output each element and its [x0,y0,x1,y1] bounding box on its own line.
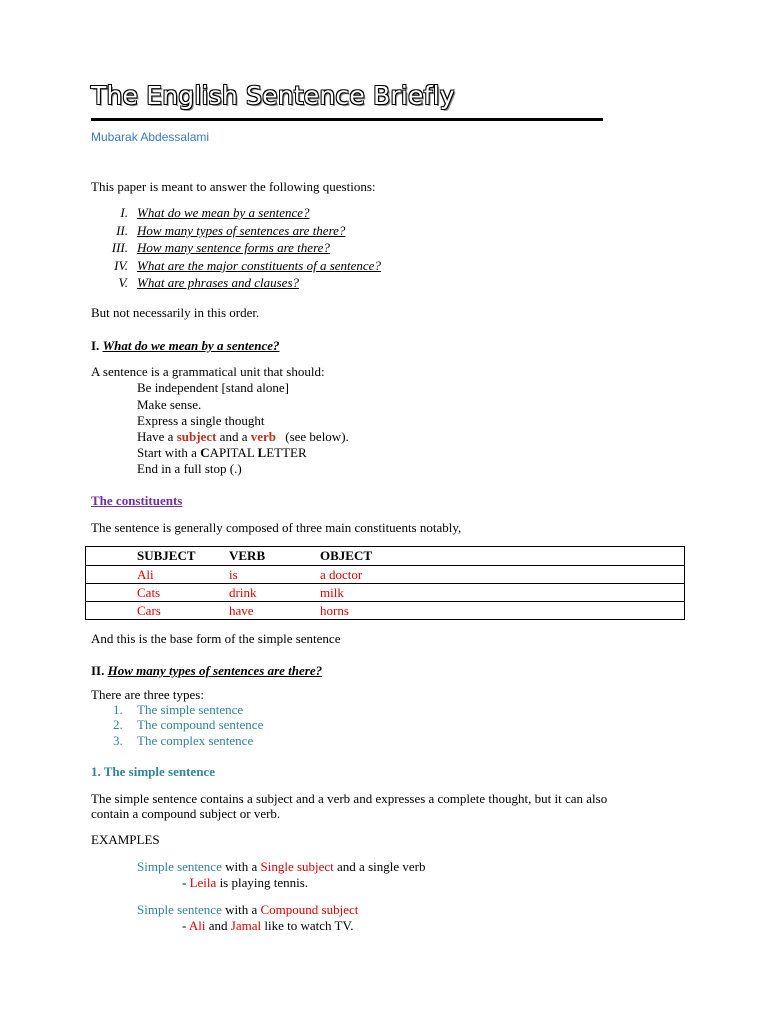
table-row [86,566,685,584]
list-number: IV. [114,258,128,273]
section-title: What do we mean by a sentence? [102,338,280,353]
criterion-thought: Express a single thought [137,413,265,428]
text: and a single verb [337,859,426,874]
order-note: But not necessarily in this order. [91,305,260,320]
table-cell: have [229,602,320,620]
examples-label: EXAMPLES [91,832,160,847]
table-row [86,584,685,602]
criterion-capital [137,445,307,461]
section-number: I. [91,338,100,353]
table-header: OBJECT [320,547,685,566]
question-text: What are the major constituents of a sentence? [137,258,381,273]
text: with a [225,859,258,874]
document-title: The English Sentence Briefly [91,81,455,110]
text: with a [225,902,258,917]
example-1-sentence [182,875,308,891]
intro-text: This paper is meant to answer the following questions: [91,179,376,194]
table-cell [86,602,138,620]
list-item [113,733,254,749]
simple-desc-line-2: contain a compound subject or verb. [91,806,281,821]
text: like to watch TV. [264,918,354,933]
table-cell [86,547,138,566]
constituents-desc: The sentence is generally composed of three main constituents notably, [91,520,462,535]
list-number: 3. [113,733,123,748]
list-number: II. [116,223,128,238]
table-cell: Ali [137,566,229,584]
example-2-sentence [182,918,353,934]
list-number: I. [120,205,128,220]
simple-desc-line-1: The simple sentence contains a subject and a verb and expresses a complete thought, but it can also [91,791,608,806]
constituents-heading: The constituents [91,493,183,508]
text: - [182,875,187,890]
table-cell: milk [320,584,685,602]
text: ETTER [266,445,307,460]
text: C [200,445,210,460]
table-cell: Cats [137,584,229,602]
section-title: How many types of sentences are there? [107,663,323,678]
text: Single subject [260,859,334,874]
table-header-row [86,547,685,566]
list-item [113,702,244,718]
table-cell [86,584,138,602]
types-intro: There are three types: [91,687,204,702]
list-number: 2. [113,717,123,732]
text: Leila [189,875,217,890]
text: and a [219,429,248,444]
table-cell: Cars [137,602,229,620]
text: Ali [188,918,206,933]
list-number: V. [118,275,128,290]
author-name: Mubarak Abdessalami [91,130,210,144]
simple-sentence-heading: 1. The simple sentence [91,764,215,779]
criterion-independent: Be independent [stand alone] [137,380,289,395]
list-number: 1. [113,702,123,717]
subject-term: subject [176,429,217,444]
criterion-full-stop: End in a full stop (.) [137,461,242,476]
question-text: How many sentence forms are there? [137,240,330,255]
table-cell: horns [320,602,685,620]
criterion-sense: Make sense. [137,397,202,412]
question-text: What are phrases and clauses? [137,275,300,290]
sentence-definition: A sentence is a grammatical unit that should: [91,364,325,379]
type-text: The compound sentence [137,717,264,732]
table-row [86,602,685,620]
text: Jamal [230,918,262,933]
example-1-title [137,859,425,875]
section-2-heading [91,663,322,679]
type-text: The complex sentence [137,733,254,748]
text: Compound subject [260,902,359,917]
base-form-note: And this is the base form of the simple sentence [91,631,341,646]
table-cell: drink [229,584,320,602]
text: L [257,445,267,460]
criterion-subject-verb [137,429,349,445]
text: Simple sentence [137,902,222,917]
table-cell [86,566,138,584]
text: Have a [137,429,174,444]
table-cell: a doctor [320,566,685,584]
list-number: III. [111,240,128,255]
text: is playing tennis. [219,875,309,890]
section-number: II. [91,663,105,678]
table-cell: is [229,566,320,584]
question-text: What do we mean by a sentence? [137,205,310,220]
verb-term: verb [250,429,276,444]
table-header: SUBJECT [137,547,229,566]
question-text: How many types of sentences are there? [137,223,346,238]
title-underline [91,118,603,121]
text: Simple sentence [137,859,222,874]
example-2-title [137,902,358,918]
text: (see below). [285,429,349,444]
list-item [113,717,264,733]
type-text: The simple sentence [137,702,244,717]
section-1-heading [91,338,280,354]
text: APITAL [209,445,255,460]
text: and [208,918,228,933]
text: Start with a [137,445,197,460]
text: - [182,918,187,933]
table-header: VERB [229,547,320,566]
constituents-table [85,546,685,620]
